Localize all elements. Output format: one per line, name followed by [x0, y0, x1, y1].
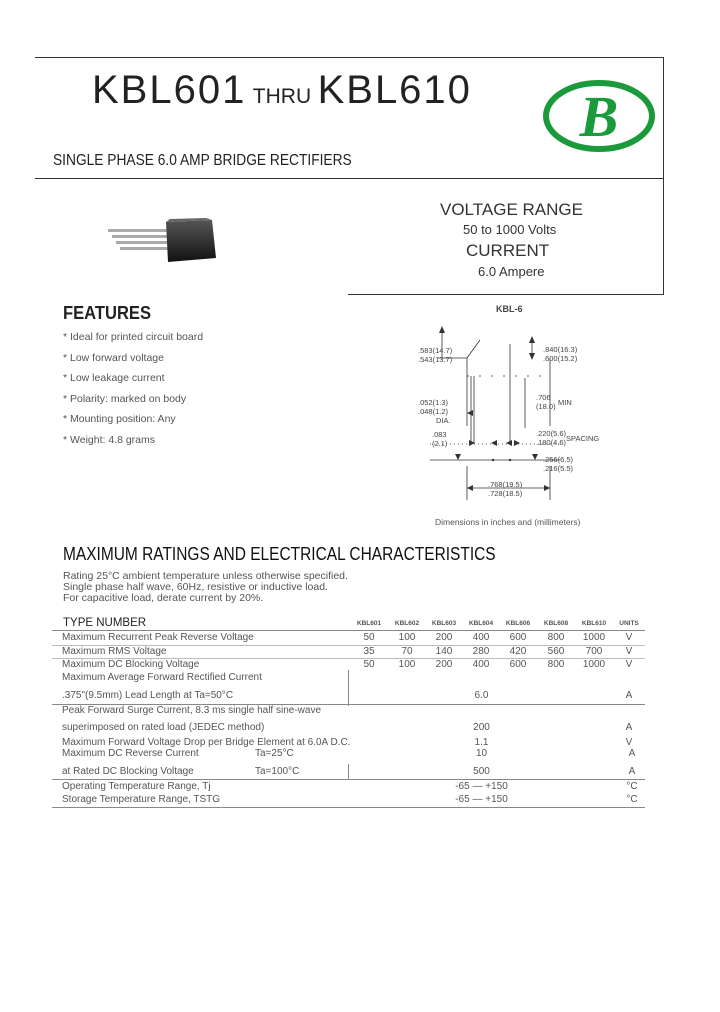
row-label: Maximum DC Blocking Voltage — [62, 659, 200, 670]
package-image — [108, 218, 218, 264]
feature-item: * Weight: 4.8 grams — [63, 433, 156, 446]
right-rule — [663, 57, 664, 295]
row-unit: V — [625, 646, 633, 657]
type-number-label: TYPE NUMBER — [63, 617, 147, 629]
feature-item: * Mounting position: Any — [63, 413, 176, 425]
row-value: 50 — [363, 632, 375, 643]
row-value: 420 — [509, 646, 527, 657]
model-header: KBL606 — [505, 620, 531, 627]
part-start: KBL601 — [92, 68, 247, 112]
dim-label: DIA. — [436, 416, 451, 425]
brand-logo — [542, 78, 656, 154]
row-value: 560 — [547, 646, 565, 657]
table-row — [62, 690, 642, 703]
feature-item: * Ideal for printed circuit board — [63, 331, 204, 343]
dim-label: .048(1.2) — [418, 407, 449, 416]
row-label: Maximum Forward Voltage Drop per Bridge Element at 6.0A D.C. — [62, 737, 351, 748]
row-value: 400 — [472, 632, 490, 643]
dim-label: SPACING — [566, 434, 600, 443]
model-header: KBL602 — [394, 620, 420, 627]
row-label: Maximum RMS Voltage — [62, 646, 167, 657]
row-value: -65 — +150 — [455, 794, 508, 805]
row-value: 100 — [398, 659, 416, 670]
row-unit: A — [628, 766, 636, 777]
table-row — [62, 781, 642, 794]
row-value: 700 — [585, 646, 603, 657]
table-row — [62, 632, 642, 645]
row-unit: A — [628, 748, 636, 759]
dim-label: (18.0) — [536, 402, 556, 411]
row-unit: °C — [626, 794, 638, 805]
thru-label: THRU — [252, 85, 312, 108]
table-row — [62, 722, 642, 735]
row-value: 280 — [472, 646, 490, 657]
row-value: 800 — [547, 659, 565, 670]
table-row — [62, 748, 642, 761]
row-unit: V — [625, 659, 633, 670]
feature-item: * Polarity: marked on body — [63, 392, 187, 405]
rating-note: Rating 25°C ambient temperature unless otherwise specified. — [63, 570, 348, 582]
row-unit: V — [625, 632, 633, 643]
model-header: KBL604 — [468, 620, 494, 627]
dim-label: .840(16.3) — [543, 345, 578, 354]
row-label: superimposed on rated load (JEDEC method) — [62, 722, 265, 733]
part-end: KBL610 — [317, 68, 472, 112]
row-condition: Ta=25°C — [255, 748, 294, 759]
row-rule — [52, 779, 645, 780]
model-header: KBL608 — [543, 620, 569, 627]
row-label: Maximum Average Forward Rectified Current — [62, 672, 262, 683]
diagram-label: KBL-6 — [496, 304, 523, 314]
model-header: KBL610 — [581, 620, 607, 627]
row-condition: Ta=100°C — [255, 766, 300, 777]
rating-note: Single phase half wave, 60Hz, resistive or inductive load. — [63, 581, 328, 593]
current-heading: CURRENT — [466, 241, 550, 260]
row-value: 200 — [473, 722, 490, 733]
dim-label: .256(6.5) — [543, 455, 574, 464]
dim-label: .180(4.6) — [536, 438, 567, 447]
dim-label: .216(5.5) — [543, 464, 574, 473]
features-list — [63, 331, 203, 454]
row-value: 1000 — [582, 659, 606, 670]
dim-label: .052(1.3) — [418, 398, 449, 407]
dim-label: .543(13.7) — [418, 355, 453, 364]
dim-label: .706 — [536, 393, 551, 402]
features-heading: FEATURES — [63, 303, 152, 323]
model-header: KBL603 — [431, 620, 457, 627]
row-label: Storage Temperature Range, TSTG — [62, 794, 221, 805]
dim-label: MIN — [558, 398, 572, 407]
feature-item: * Low leakage current — [63, 372, 165, 384]
row-value: 140 — [435, 646, 453, 657]
voltage-range-value: 50 to 1000 Volts — [463, 222, 557, 237]
subtitle-rule — [35, 178, 664, 179]
table-row — [62, 705, 642, 718]
row-value: 200 — [435, 659, 453, 670]
voltage-range-heading: VOLTAGE RANGE — [440, 200, 583, 219]
row-value: 70 — [401, 646, 413, 657]
row-label: Peak Forward Surge Current, 8.3 ms single half sine-wave — [62, 705, 322, 716]
row-value: -65 — +150 — [455, 781, 508, 792]
rating-note: For capacitive load, derate current by 20%. — [63, 592, 264, 604]
ratings-heading: MAXIMUM RATINGS AND ELECTRICAL CHARACTERISTICS — [63, 544, 496, 564]
diagram-caption: Dimensions in inches and (millimeters) — [435, 517, 581, 527]
page-title — [92, 68, 472, 113]
dim-label: .768(19.5) — [488, 480, 523, 489]
current-value: 6.0 Ampere — [478, 264, 545, 279]
table-row — [62, 659, 642, 672]
row-unit: V — [625, 737, 633, 748]
row-label: at Rated DC Blocking Voltage — [62, 766, 194, 777]
row-unit: A — [625, 722, 633, 733]
dim-label: (2.1) — [432, 439, 448, 448]
row-value: 100 — [398, 632, 416, 643]
row-value: 10 — [475, 748, 488, 759]
dim-label: .728(18.5) — [488, 489, 523, 498]
row-value: 35 — [363, 646, 375, 657]
row-value: 200 — [435, 632, 453, 643]
row-value: 800 — [547, 632, 565, 643]
table-bottom-rule — [52, 807, 645, 808]
row-value: 400 — [472, 659, 490, 670]
dim-label: .220(5.6) — [536, 429, 567, 438]
row-value: 1.1 — [474, 737, 489, 748]
row-value: 1000 — [582, 632, 606, 643]
subtitle: SINGLE PHASE 6.0 AMP BRIDGE RECTIFIERS — [53, 152, 352, 169]
row-value: 6.0 — [474, 690, 489, 701]
units-header: UNITS — [619, 620, 639, 627]
table-row — [62, 672, 642, 685]
dim-label: .600(15.2) — [543, 354, 578, 363]
row-label: .375"(9.5mm) Lead Length at Ta=50°C — [62, 690, 234, 701]
row-value: 600 — [509, 659, 527, 670]
model-header: KBL601 — [356, 620, 382, 627]
logo-letter: B — [579, 84, 619, 149]
header-rule — [52, 630, 645, 631]
dim-label: .583(14.7) — [418, 346, 453, 355]
row-value: 500 — [473, 766, 490, 777]
row-unit: °C — [626, 781, 638, 792]
row-label: Maximum Recurrent Peak Reverse Voltage — [62, 632, 254, 643]
top-rule — [35, 57, 664, 58]
row-value: 600 — [509, 632, 527, 643]
ratings-notes — [63, 571, 348, 604]
row-value: 50 — [363, 659, 375, 670]
table-row — [62, 794, 642, 807]
row-label: Maximum DC Reverse Current — [62, 748, 199, 759]
spec-rule — [348, 294, 664, 295]
table-row — [62, 766, 642, 779]
row-unit: A — [625, 690, 633, 701]
row-label: Operating Temperature Range, Tj — [62, 781, 211, 792]
dim-label: .083 — [432, 430, 447, 439]
feature-item: * Low forward voltage — [63, 351, 164, 364]
